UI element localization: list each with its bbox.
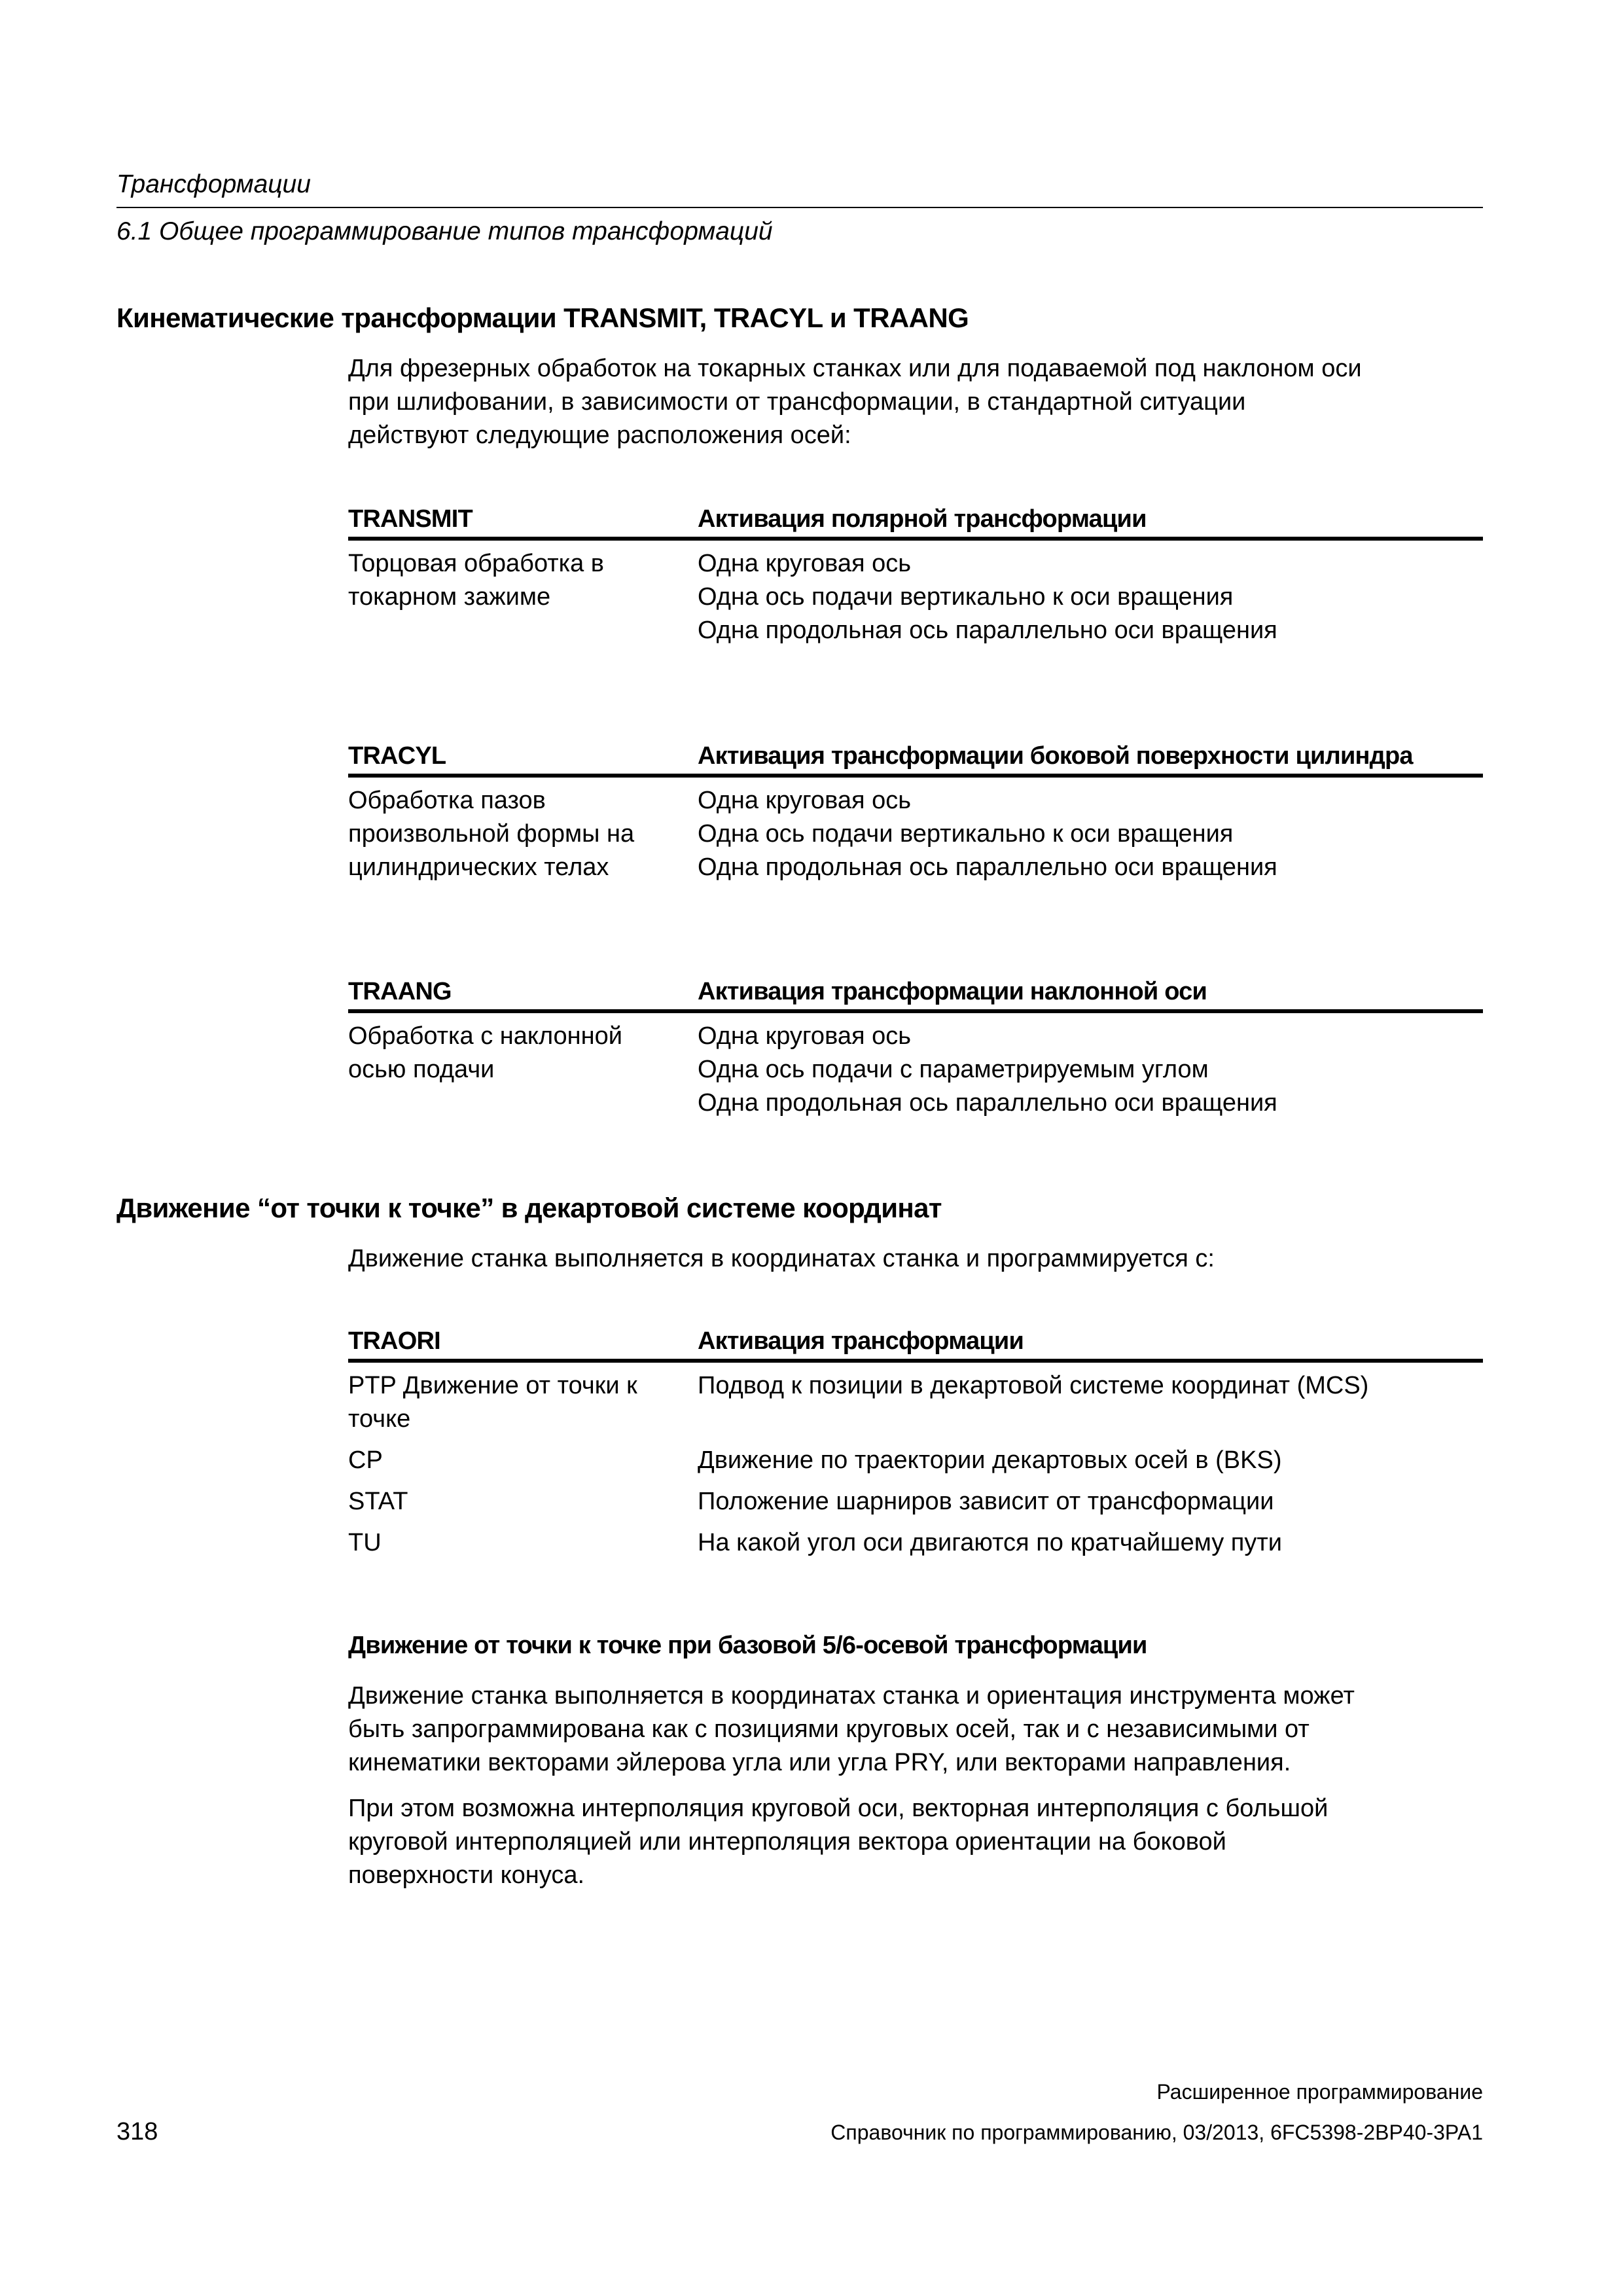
table-header bbox=[348, 740, 1483, 778]
table-row bbox=[348, 1526, 1483, 1560]
cell-line: Положение шарниров зависит от трансформации bbox=[698, 1488, 1274, 1515]
cell-line: Обработка с наклонной bbox=[348, 1022, 623, 1050]
running-head bbox=[116, 165, 1483, 251]
cell-line: Одна ось подачи вертикально к оси вращения bbox=[698, 820, 1234, 848]
paragraph-line: При этом возможна интерполяция круговой оси, векторная интерполяция с большой bbox=[348, 1795, 1329, 1822]
table-header bbox=[348, 503, 1483, 541]
cell-line: CP bbox=[348, 1446, 383, 1474]
paragraph-line: круговой интерполяцией или интерполяция вектора ориентации на боковой bbox=[348, 1828, 1226, 1856]
section2-intro bbox=[348, 1242, 1487, 1276]
table-row bbox=[348, 1363, 1483, 1436]
section-heading-ptp: Движение “от точки к точке” в декартовой системе координат bbox=[116, 1193, 942, 1223]
cell-line: STAT bbox=[348, 1488, 408, 1515]
running-head-rule bbox=[116, 207, 1483, 208]
intro-line: Для фрезерных обработок на токарных станках или для подаваемой под наклоном оси bbox=[348, 355, 1362, 382]
table-header bbox=[348, 975, 1483, 1013]
subheading-5-6-axis: Движение от точки к точке при базовой 5/6-осевой трансформации bbox=[348, 1632, 1147, 1659]
table-header-keyword: TRAORI bbox=[348, 1327, 440, 1355]
cell-line: PTP Движение от точки к bbox=[348, 1372, 637, 1399]
table-cell-meaning bbox=[698, 1444, 1483, 1477]
paragraph-interpolation bbox=[348, 1792, 1487, 1892]
footer-title: Расширенное программирование bbox=[1156, 2080, 1483, 2104]
table-header bbox=[348, 1325, 1483, 1363]
table-row bbox=[348, 1444, 1483, 1477]
cell-line: цилиндрических телах bbox=[348, 853, 609, 881]
paragraph-line: Движение станка выполняется в координатах станка и ориентация инструмента может bbox=[348, 1682, 1355, 1710]
cell-line: произвольной формы на bbox=[348, 820, 635, 848]
table-row bbox=[348, 778, 1483, 884]
cell-line: Одна продольная ось параллельно оси вращения bbox=[698, 617, 1277, 644]
table-row bbox=[348, 541, 1483, 647]
cell-line: токарном зажиме bbox=[348, 583, 551, 611]
page-number: 318 bbox=[116, 2118, 158, 2145]
table-cell-usage bbox=[348, 547, 698, 647]
cell-line: Одна продольная ось параллельно оси вращения bbox=[698, 1089, 1277, 1117]
cell-line: Обработка пазов bbox=[348, 787, 546, 814]
table-cell-axes bbox=[698, 784, 1483, 884]
cell-line: осью подачи bbox=[348, 1056, 495, 1083]
table-header-keyword: TRACYL bbox=[348, 742, 446, 770]
cell-line: На какой угол оси двигаются по кратчайшему пути bbox=[698, 1529, 1283, 1556]
section1-intro bbox=[348, 352, 1487, 452]
table-row bbox=[348, 1013, 1483, 1120]
table-header-keyword: TRAANG bbox=[348, 978, 452, 1005]
cell-line: Движение по траектории декартовых осей в (BKS) bbox=[698, 1446, 1282, 1474]
table-cell-usage bbox=[348, 1020, 698, 1120]
table-cell-usage bbox=[348, 784, 698, 884]
table-header-description: Активация трансформации наклонной оси bbox=[698, 978, 1207, 1005]
table-cell-axes bbox=[698, 547, 1483, 647]
paragraph-orientation bbox=[348, 1679, 1487, 1780]
cell-line: Одна круговая ось bbox=[698, 787, 912, 814]
paragraph-line: кинематики векторами эйлерова угла или угла PRY, или векторами направления. bbox=[348, 1749, 1291, 1776]
table-row bbox=[348, 1485, 1483, 1518]
table-header-description: Активация трансформации bbox=[698, 1327, 1024, 1355]
table-traang bbox=[348, 975, 1483, 1120]
footer-reference: Справочник по программированию, 03/2013, 6FC5398-2BP40-3PA1 bbox=[830, 2121, 1483, 2144]
table-cell-keyword bbox=[348, 1369, 698, 1436]
cell-line: Одна продольная ось параллельно оси вращения bbox=[698, 853, 1277, 881]
table-header-description: Активация полярной трансформации bbox=[698, 505, 1147, 533]
table-cell-keyword bbox=[348, 1444, 698, 1477]
cell-line: Одна ось подачи вертикально к оси вращения bbox=[698, 583, 1234, 611]
table-cell-keyword bbox=[348, 1526, 698, 1560]
paragraph-line: поверхности конуса. bbox=[348, 1861, 585, 1889]
intro-line: действуют следующие расположения осей: bbox=[348, 422, 851, 449]
intro-line: при шлифовании, в зависимости от трансформации, в стандартной ситуации bbox=[348, 388, 1246, 416]
table-cell-keyword bbox=[348, 1485, 698, 1518]
cell-line: Торцовая обработка в bbox=[348, 550, 604, 577]
table-transmit bbox=[348, 503, 1483, 647]
cell-line: Одна круговая ось bbox=[698, 1022, 912, 1050]
table-cell-axes bbox=[698, 1020, 1483, 1120]
cell-line: TU bbox=[348, 1529, 382, 1556]
running-head-chapter: Трансформации bbox=[116, 170, 311, 198]
intro-line: Движение станка выполняется в координатах станка и программируется с: bbox=[348, 1245, 1215, 1272]
table-tracyl bbox=[348, 740, 1483, 884]
table-header-keyword: TRANSMIT bbox=[348, 505, 473, 533]
running-head-section: 6.1 Общее программирование типов трансформаций bbox=[116, 217, 773, 245]
table-traori bbox=[348, 1325, 1483, 1560]
table-header-description: Активация трансформации боковой поверхности цилиндра bbox=[698, 742, 1413, 770]
cell-line: Подвод к позиции в декартовой системе координат (MCS) bbox=[698, 1372, 1369, 1399]
table-cell-meaning bbox=[698, 1526, 1483, 1560]
paragraph-line: быть запрограммирована как с позициями круговых осей, так и с независимыми от bbox=[348, 1715, 1310, 1743]
section-heading-kinematic: Кинематические трансформации TRANSMIT, TRACYL и TRAANG bbox=[116, 302, 969, 333]
cell-line: точке bbox=[348, 1405, 411, 1433]
table-cell-meaning bbox=[698, 1485, 1483, 1518]
cell-line: Одна ось подачи с параметрируемым углом bbox=[698, 1056, 1209, 1083]
cell-line: Одна круговая ось bbox=[698, 550, 912, 577]
table-cell-meaning bbox=[698, 1369, 1483, 1436]
